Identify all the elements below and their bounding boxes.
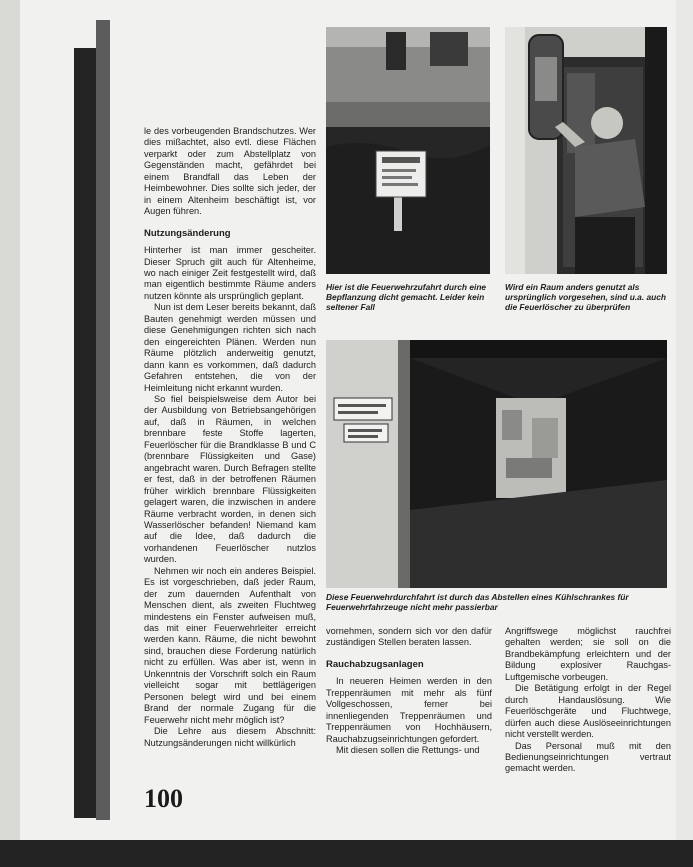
paragraph: Die Betätigung erfolgt in der Regel durch Handauslösung. Wie Feuerlöschgeräte und Fluchtwege, dürfen auch diese Auslöseeinrichtungen nicht verstellt werden. (505, 683, 671, 740)
paragraph: Das Personal muß mit den Bedienungseinrichtungen vertraut gemacht werden. (505, 740, 671, 774)
passage-photo-caption: Diese Feuerwehrdurchfahrt ist durch das Abstellen eines Kühlschrankes für Feuerwehrfahrzeuge nicht mehr passierbar (326, 592, 629, 613)
paragraph: Mit diesen sollen die Rettungs- und (336, 745, 480, 756)
paragraph: vornehmen, sondern sich vor den dafür zuständigen Stellen beraten lassen. (326, 626, 492, 648)
page-edge (676, 0, 693, 867)
column-left (144, 126, 316, 749)
section-heading-nutzungsaenderung: Nutzungsänderung (144, 227, 231, 239)
page-number: 100 (144, 784, 183, 813)
paragraph: Angriffswege möglichst rauchfrei gehalten werden; sie soll on die Brandbekämpfung erleichtern und der Bildung explosiver Rauchgas-Luftgemische vorbeugen. (505, 626, 671, 682)
extinguisher-photo-caption: Wird ein Raum anders genutzt als ursprünglich vorgesehen, sind u.a. auch die Feuerlöscher zu überprüfen (505, 282, 667, 313)
book-spine (74, 48, 96, 818)
paragraph: Hinterher ist man immer gescheiter. Dieser Spruch gilt auch für Altenheime, wo nach einiger Zeit festgestellt wird, daß man eigentlich bestimmte Räume anders nutzen könnte als ursprünglich geplant. (144, 245, 316, 301)
paragraph: Nun ist dem Leser bereits bekannt, daß Bauten genehmigt werden müssen und diese Genehmigungen richten sich nach den eingereichten Plänen. Werden nun Räume plötzlich anderweitig genutzt, dann kann es vorkommen, daß dadurch Gefahren entstehen, die von der Heimleitung nicht erkannt wurden. (144, 302, 316, 393)
column-right (505, 626, 671, 775)
paragraph: In neueren Heimen werden in den Treppenräumen mit mehr als fünf Vollgeschossen, ferner bei innenliegenden Treppenräumen und Treppenräumen von Hochhäusern, Rauchabzugseinrichtungen gefordert. (326, 676, 492, 744)
scan-bottom-band (0, 840, 693, 867)
book-spine-shadow (96, 20, 110, 820)
sign-photo-caption: Hier ist die Feuerwehrzufahrt durch eine Bepflanzung dicht gemacht. Leider kein seltener Fall (326, 282, 487, 313)
page-gutter (0, 0, 20, 867)
section-heading-rauchabzugsanlagen: Rauchabzugsanlagen (326, 658, 424, 670)
extinguisher-photo (505, 27, 667, 274)
paragraph: Die Lehre aus diesem Abschnitt: Nutzungsänderungen nicht willkürlich (144, 726, 316, 748)
paragraph: Nehmen wir noch ein anderes Beispiel. Es ist vorgeschrieben, daß jeder Raum, der zum dauernden Aufenthalt von Menschen dient, als zweiten Fluchtweg mindestens ein Fenster aufweisen muß, das mit einer Feuerwehrleiter erreicht werden kann. Räume, die nicht bewohnt sind, brauchen diese Forderung natürlich nicht zu erfüllen. Was aber ist, wenn in Unkenntnis der Vorschrift solch ein Raum vielleicht sogar mit bettlägerigen Personen belegt wird und bei einem Brand der normale Zugang für die Feuerwehr nicht mehr möglich ist? (144, 565, 316, 725)
column-left-intro: le des vorbeugenden Brandschutzes. Wer dies mißachtet, also evtl. diese Flächen verparkt oder zum Abstellplatz von Gegenständen macht, gefährdet bei einem Brandfall das Leben der Heimbewohner. Dies sollte sich jeder, der in einem Altenheim beschäftigt ist, vor Augen führen. (144, 126, 316, 217)
sign-photo (326, 27, 490, 274)
column-middle (326, 626, 492, 757)
paragraph: So fiel beispielsweise dem Autor bei der Ausbildung von Betriebsangehörigen auf, daß in Räumen, in welchen brennbare feste Stoffe lagerten, Feuerlöscher für die Brandklasse B und C (brennbare Flüssigkeiten und Gase) angebracht waren. Durch Befragen stellte er fest, daß in der betroffenen Räumen früher wirklich brennbare Flüssigkeiten gelagert waren, die inzwischen in andere Räume verbracht worden, in denen sich Wasserlöscher befanden! Niemand kam auf die Idee, daß dadurch die vorhandenen Feuerlöscher nutzlos wurden. (144, 393, 316, 565)
passage-photo (326, 340, 667, 588)
